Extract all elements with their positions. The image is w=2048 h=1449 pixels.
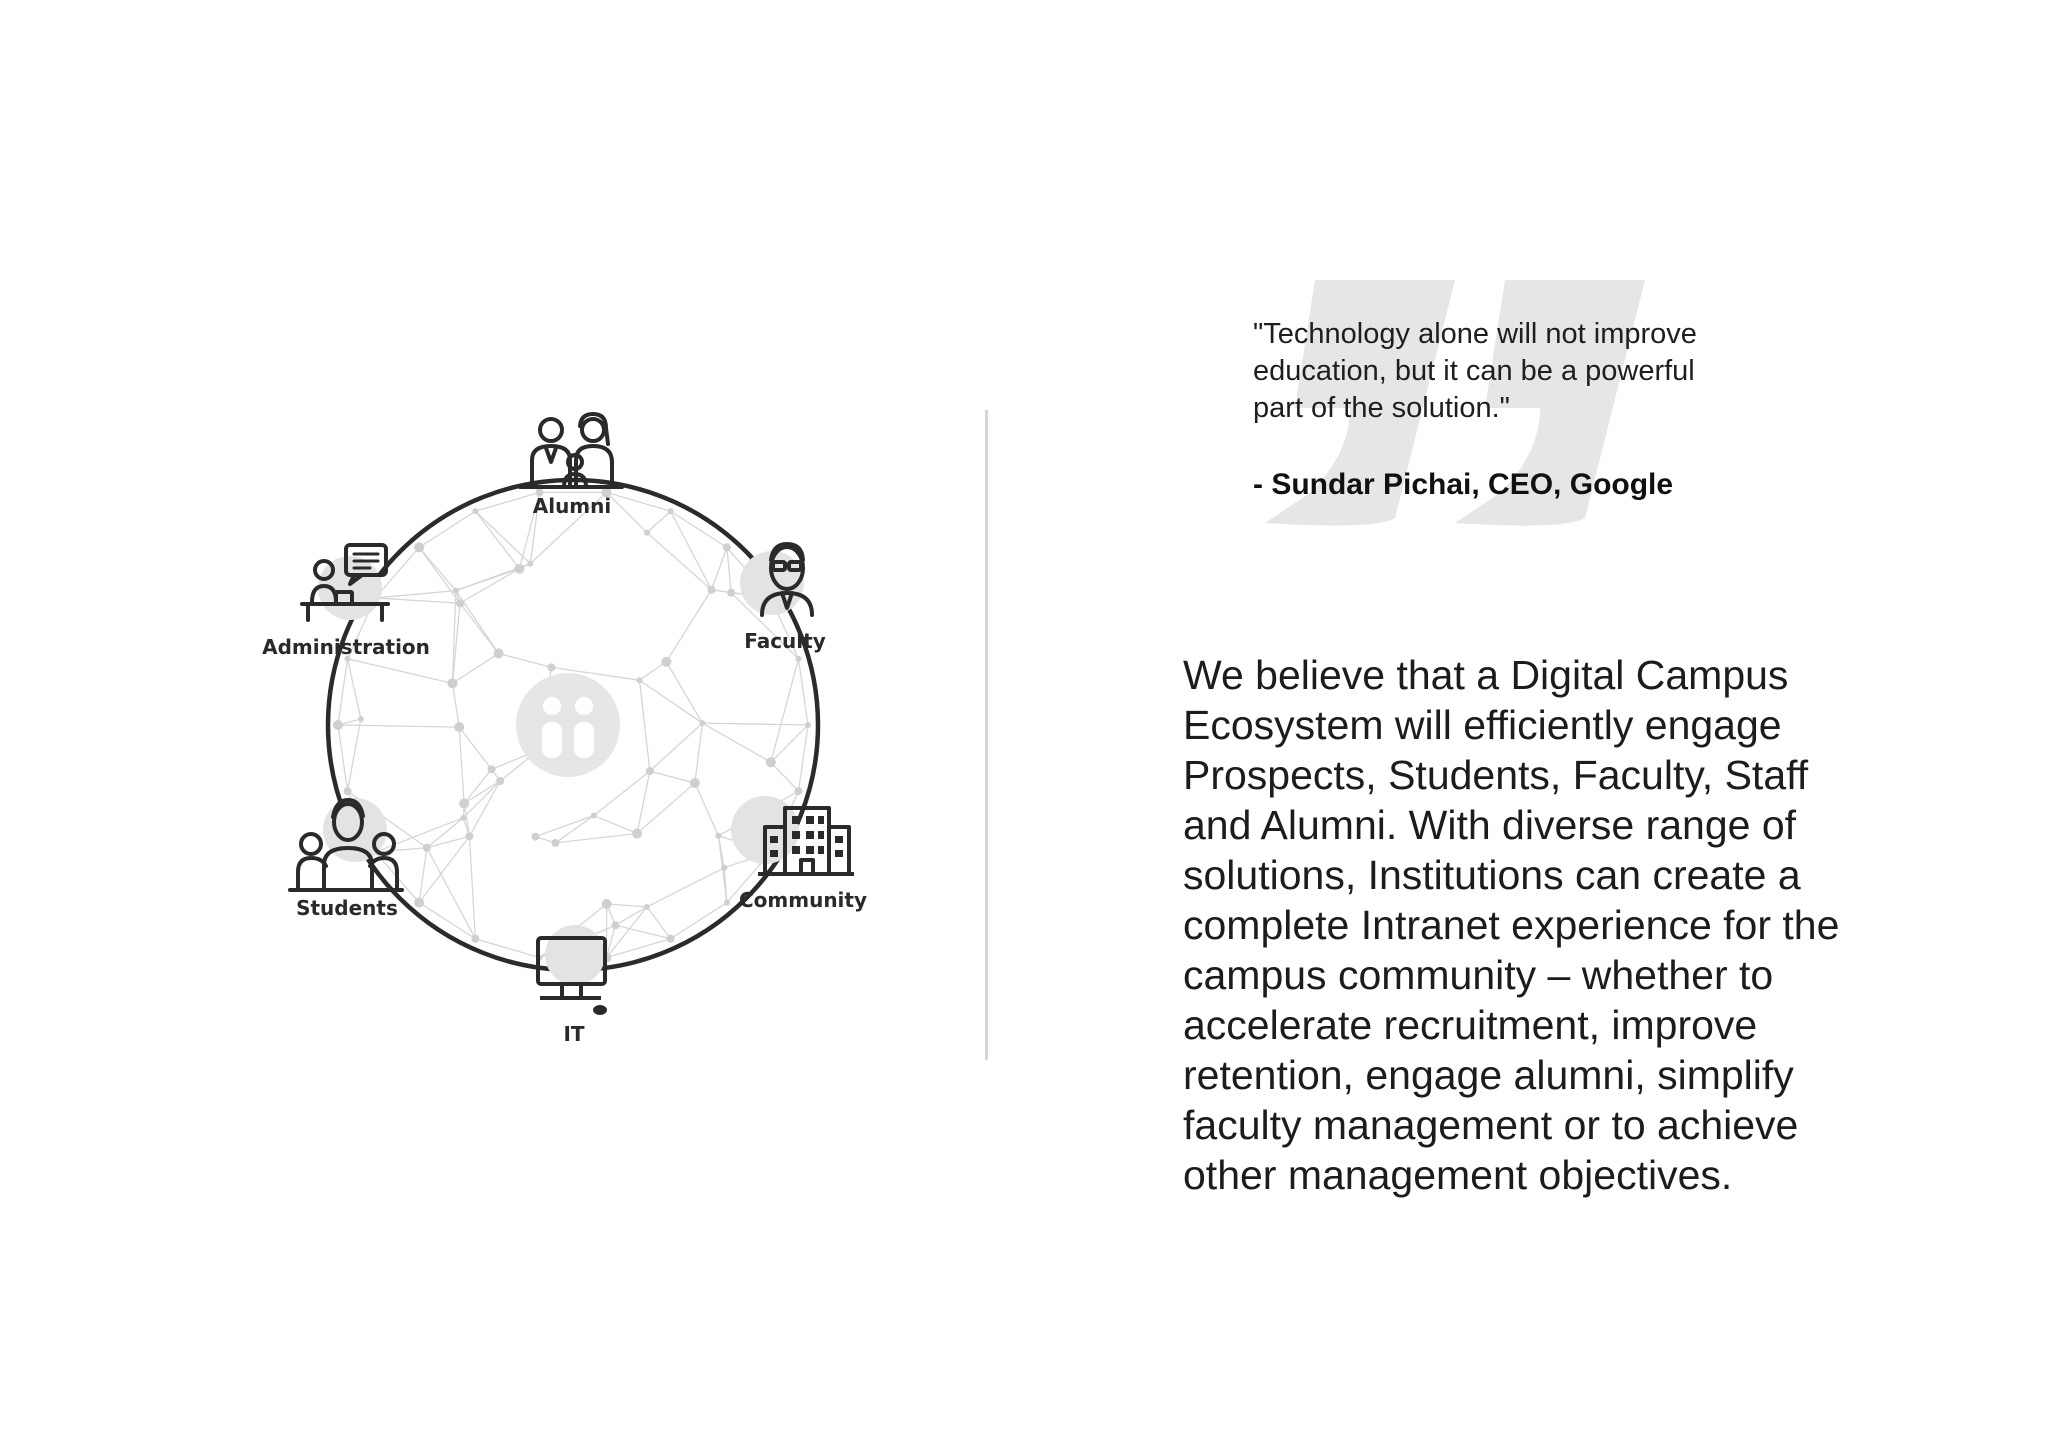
network-link: [666, 590, 711, 662]
network-link: [607, 904, 647, 907]
network-node: [344, 787, 352, 795]
body-line: solutions, Institutions can create a: [1183, 852, 1801, 898]
network-link: [375, 591, 456, 598]
network-node: [465, 832, 473, 840]
node-students: [290, 798, 402, 920]
network-node: [488, 765, 496, 773]
node-label-students: Students: [296, 896, 398, 920]
body-line: faculty management or to achieve: [1183, 1102, 1799, 1148]
network-node: [727, 589, 735, 597]
network-link: [469, 781, 500, 836]
network-node: [447, 678, 457, 688]
network-link: [499, 653, 552, 667]
body-line: retention, engage alumni, simplify: [1183, 1052, 1794, 1098]
network-node: [496, 777, 504, 785]
network-node: [794, 787, 802, 795]
network-node: [795, 656, 801, 662]
body-line: other management objectives.: [1183, 1152, 1733, 1198]
network-link: [771, 762, 799, 791]
node-faculty: [740, 544, 826, 653]
network-link: [464, 769, 491, 803]
network-node: [414, 542, 424, 552]
network-link: [695, 723, 703, 783]
network-link: [463, 781, 500, 818]
network-node: [358, 716, 364, 722]
node-label-alumni: Alumni: [532, 494, 612, 518]
network-node: [644, 904, 650, 910]
network-node: [531, 833, 539, 841]
network-link: [666, 662, 702, 723]
body-line: accelerate recruitment, improve: [1183, 1002, 1758, 1048]
network-node: [699, 720, 705, 726]
network-node: [602, 899, 612, 909]
network-link: [348, 659, 361, 719]
network-link: [702, 723, 808, 725]
network-link: [695, 783, 719, 836]
network-node: [547, 663, 555, 671]
network-link: [338, 725, 459, 727]
network-link: [459, 727, 464, 803]
network-link: [348, 659, 453, 684]
network-node: [721, 865, 727, 871]
network-link: [348, 719, 361, 791]
network-node: [661, 657, 671, 667]
node-community: [731, 796, 867, 912]
network-node: [471, 935, 479, 943]
network-link: [640, 680, 703, 723]
network-node: [514, 564, 524, 574]
network-link: [475, 511, 530, 563]
network-node: [632, 829, 642, 839]
network-link: [650, 771, 695, 783]
network-link: [464, 781, 500, 803]
network-node: [333, 720, 343, 730]
quote-line: education, but it can be a powerful: [1253, 355, 1695, 387]
network-link: [727, 547, 731, 592]
network-link: [647, 533, 712, 590]
node-administration: [262, 545, 430, 659]
node-label-administration: Administration: [262, 635, 430, 659]
network-node: [637, 677, 643, 683]
network-link: [338, 725, 348, 791]
body-line: complete Intranet experience for the: [1183, 902, 1840, 948]
network-node: [667, 935, 675, 943]
network-link: [615, 907, 646, 925]
network-node: [454, 722, 464, 732]
quote-line: "Technology alone will not improve: [1253, 318, 1697, 350]
network-node: [646, 767, 654, 775]
body-line: Prospects, Students, Faculty, Staff: [1183, 752, 1809, 798]
network-link: [640, 680, 650, 771]
quote-author: - Sundar Pichai, CEO, Google: [1253, 468, 1674, 501]
network-link: [650, 723, 703, 771]
network-node: [472, 508, 478, 514]
network-node: [724, 900, 730, 906]
network-node: [644, 530, 650, 536]
network-node: [414, 898, 424, 908]
node-label-it: IT: [563, 1022, 585, 1046]
node-label-faculty: Faculty: [744, 629, 826, 653]
quote-text: [1253, 316, 1773, 427]
network-link: [452, 683, 459, 727]
network-node: [715, 833, 721, 839]
body-line: Ecosystem will efficiently engage: [1183, 702, 1782, 748]
network-node: [723, 543, 731, 551]
network-link: [475, 511, 519, 569]
network-link: [338, 659, 348, 725]
network-link: [711, 547, 726, 589]
network-link: [459, 727, 491, 769]
network-node: [527, 561, 533, 567]
quote-line: part of the solution.": [1253, 392, 1510, 424]
network-link: [647, 868, 724, 907]
network-node: [460, 815, 466, 821]
network-link: [798, 725, 808, 791]
body-line: and Alumni. With diverse range of: [1183, 802, 1797, 848]
body-line: We believe that a Digital Campus: [1183, 652, 1789, 698]
network-link: [419, 547, 460, 603]
network-node: [456, 599, 464, 607]
node-it: [538, 925, 607, 1046]
network-node: [423, 844, 431, 852]
people-logo-icon: [516, 673, 620, 777]
network-link: [469, 836, 475, 938]
network-link: [647, 511, 671, 532]
network-node: [690, 778, 700, 788]
family-icon: [520, 414, 622, 487]
network-node: [459, 798, 469, 808]
network-node: [668, 508, 674, 514]
network-node: [494, 648, 504, 658]
vertical-divider: [985, 410, 988, 1060]
network-node: [611, 921, 619, 929]
campus-ecosystem-diagram: [250, 390, 910, 1070]
network-node: [551, 839, 559, 847]
network-node: [591, 813, 597, 819]
network-node: [707, 586, 715, 594]
body-paragraph: [1183, 650, 1843, 1200]
network-link: [452, 653, 498, 683]
node-label-community: Community: [738, 888, 868, 912]
network-link: [535, 816, 593, 837]
network-node: [766, 757, 776, 767]
network-link: [671, 511, 712, 590]
network-link: [606, 907, 646, 958]
node-alumni: [520, 414, 622, 518]
network-node: [453, 588, 459, 594]
network-link: [702, 723, 770, 762]
network-node: [805, 722, 811, 728]
network-link: [771, 659, 799, 762]
body-line: campus community – whether to: [1183, 952, 1774, 998]
network-link: [594, 816, 637, 834]
network-link: [798, 659, 808, 725]
